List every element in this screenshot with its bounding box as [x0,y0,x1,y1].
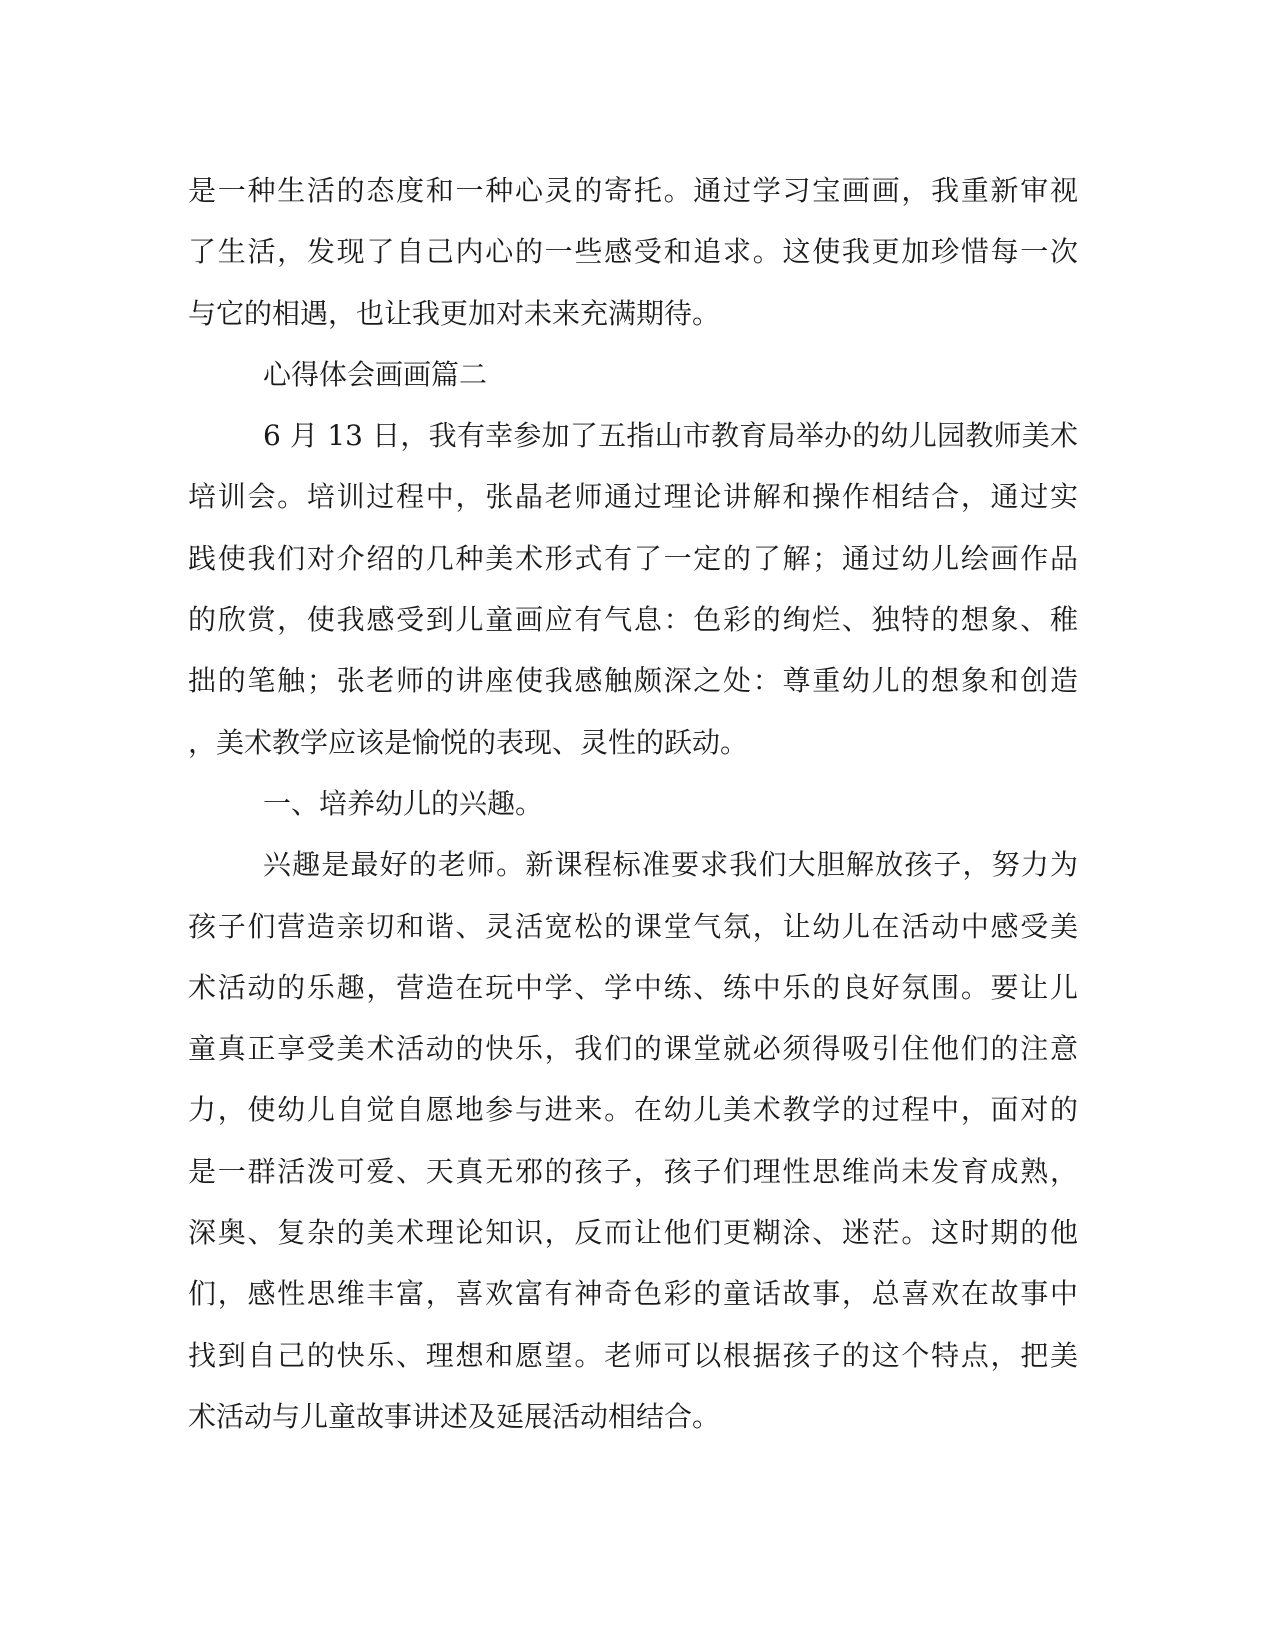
text-line: 找到自己的快乐、理想和愿望。老师可以根据孩子的这个特点，把美 [188,1338,1078,1372]
text-line: 是一种生活的态度和一种心灵的寄托。通过学习宝画画，我重新审视 [188,174,1078,207]
text-line: 6 月 13 日，我有幸参加了五指山市教育局举办的幼儿园教师美术 [263,419,1078,453]
text-line: 孩子们营造亲切和谐、灵活宽松的课堂气氛，让幼儿在活动中感受美 [188,909,1078,943]
text-line: 兴趣是最好的老师。新课程标准要求我们大胆解放孩子，努力为 [263,848,1078,882]
text-line: 力，使幼儿自觉自愿地参与进来。在幼儿美术教学的过程中，面对的 [188,1093,1078,1127]
section-heading: 心得体会画画篇二 [263,357,488,391]
text-line: 践使我们对介绍的几种美术形式有了一定的了解；通过幼儿绘画作品 [188,541,1078,575]
text-line: 培训会。培训过程中，张晶老师通过理论讲解和操作相结合，通过实 [188,480,1078,514]
text-line: 术活动的乐趣，营造在玩中学、学中练、练中乐的良好氛围。要让儿 [188,970,1078,1004]
text-line: 童真正享受美术活动的快乐，我们的课堂就必须得吸引住他们的注意 [188,1032,1078,1066]
text-line: 深奥、复杂的美术理论知识，反而让他们更糊涂、迷茫。这时期的他 [188,1216,1078,1250]
text-line: ，美术教学应该是愉悦的表现、灵性的跃动。 [188,725,749,759]
text-line: 与它的相遇，也让我更加对未来充满期待。 [188,296,721,330]
text-line: 术活动与儿童故事讲述及延展活动相结合。 [188,1399,721,1433]
text-line: 是一群活泼可爱、天真无邪的孩子，孩子们理性思维尚未发育成熟， [188,1154,1078,1188]
text-line: 拙的笔触；张老师的讲座使我感触颇深之处：尊重幼儿的想象和创造 [188,664,1078,698]
text-line: 了生活，发现了自己内心的一些感受和追求。这使我更加珍惜每一次 [188,235,1078,269]
document-body [188,160,1078,1447]
text-line: 们，感性思维丰富，喜欢富有神奇色彩的童话故事，总喜欢在故事中 [188,1277,1078,1311]
subheading: 一、培养幼儿的兴趣。 [263,786,544,820]
text-line: 的欣赏，使我感受到儿童画应有气息：色彩的绚烂、独特的想象、稚 [188,603,1078,637]
